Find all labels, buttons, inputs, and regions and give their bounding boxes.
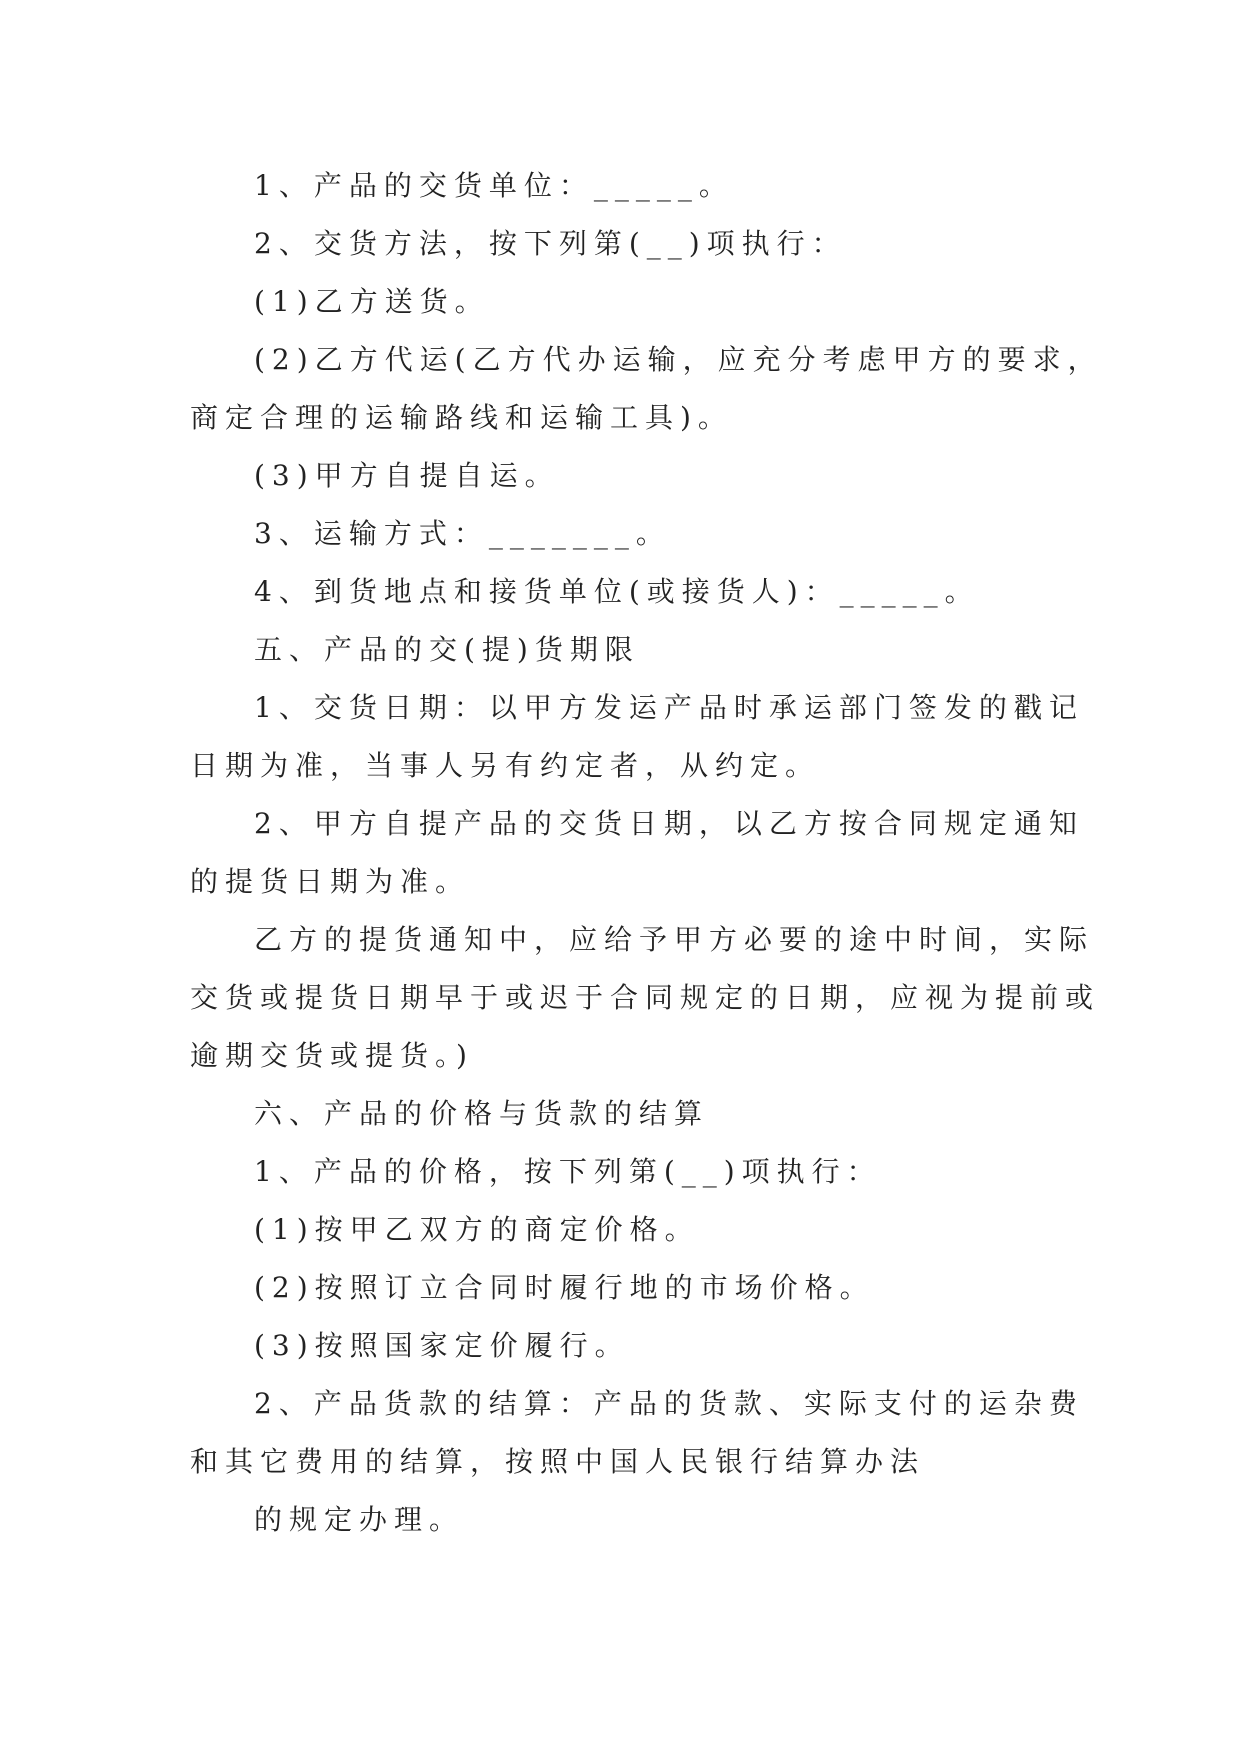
text-line: 1、产品的交货单位：_____。 [254,169,734,202]
text-line: 乙方的提货通知中，应给予甲方必要的途中时间，实际 [254,923,1095,956]
text-line: (2)乙方代运(乙方代办运输，应充分考虑甲方的要求， [254,343,1103,376]
section-heading: 五、产品的交(提)货期限 [254,633,640,666]
text-line: 逾期交货或提货。) [190,1039,474,1072]
text-line: 2、交货方法，按下列第(__)项执行： [254,227,847,260]
section-heading: 六、产品的价格与货款的结算 [254,1097,710,1130]
text-line: (1)乙方送货。 [254,285,490,318]
text-line: 3、运输方式：_______。 [254,517,671,550]
text-line: 交货或提货日期早于或迟于合同规定的日期，应视为提前或 [190,981,1101,1014]
text-line: 4、到货地点和接货单位(或接货人)：_____。 [254,575,980,608]
text-line: 2、产品货款的结算：产品的货款、实际支付的运杂费 [254,1387,1084,1420]
text-line: (2)按照订立合同时履行地的市场价格。 [254,1271,875,1304]
text-line: 和其它费用的结算，按照中国人民银行结算办法 [190,1445,926,1478]
text-line: (3)甲方自提自运。 [254,459,560,492]
text-line: 1、交货日期：以甲方发运产品时承运部门签发的戳记 [254,691,1084,724]
text-line: (3)按照国家定价履行。 [254,1329,630,1362]
text-line: 日期为准，当事人另有约定者，从约定。 [190,749,821,782]
text-line: 商定合理的运输路线和运输工具)。 [190,401,733,434]
text-line: 的规定办理。 [254,1503,465,1536]
text-line: 1、产品的价格，按下列第(__)项执行： [254,1155,882,1188]
text-line: (1)按甲乙双方的商定价格。 [254,1213,700,1246]
text-line: 2、甲方自提产品的交货日期，以乙方按合同规定通知 [254,807,1084,840]
text-line: 的提货日期为准。 [190,865,471,898]
